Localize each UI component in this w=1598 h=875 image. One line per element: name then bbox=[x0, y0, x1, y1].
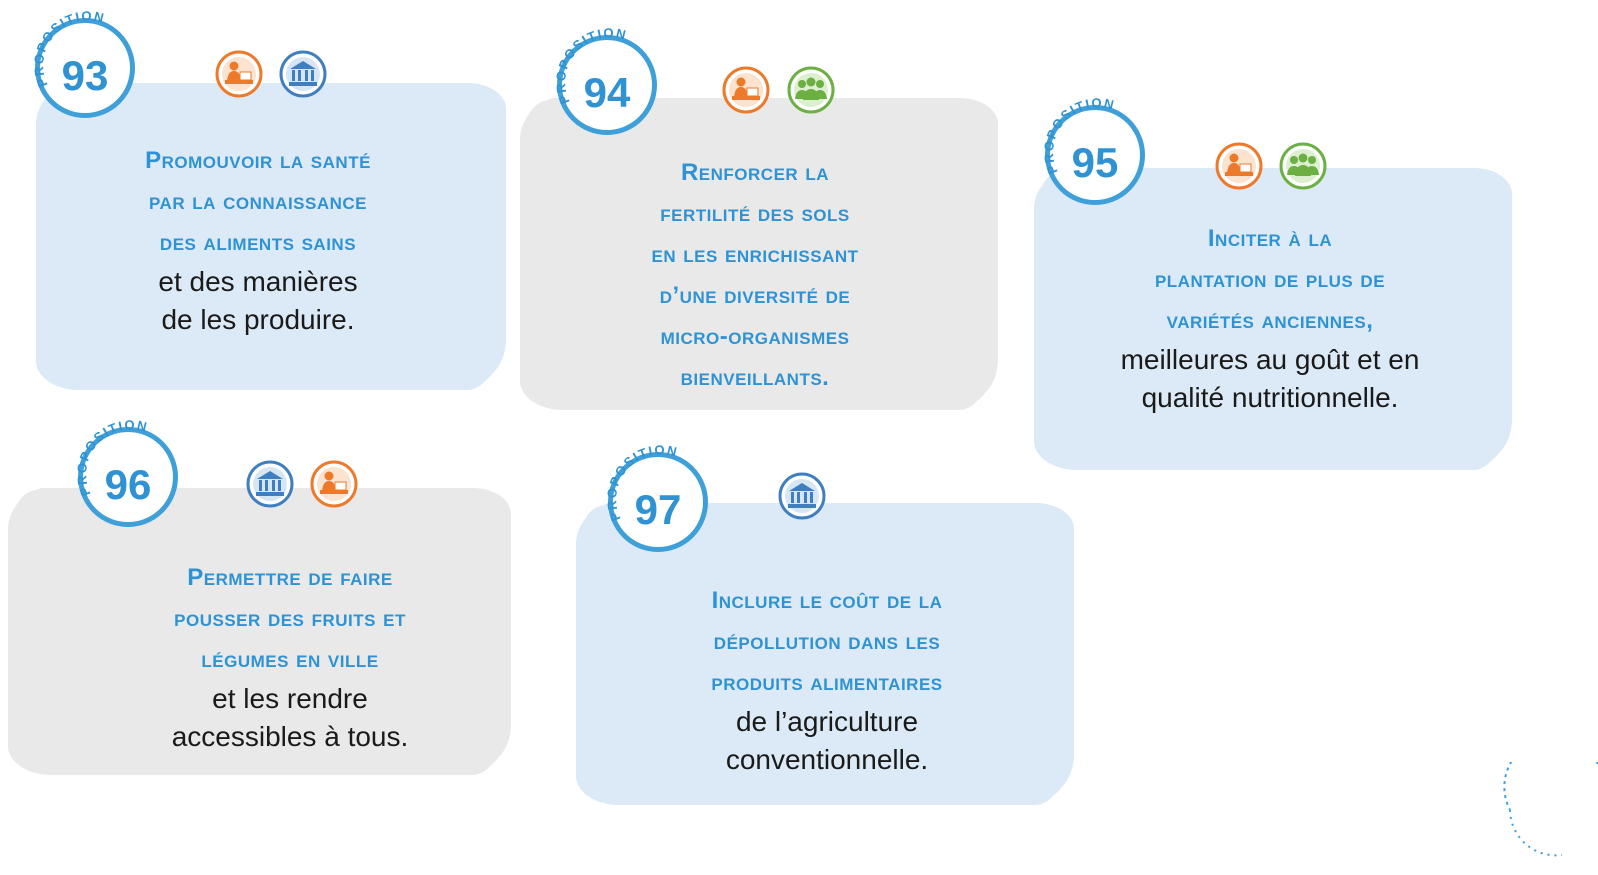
headline-line: fertilité des sols bbox=[660, 200, 850, 227]
proposition-number: 95 bbox=[1071, 139, 1119, 186]
proposition-text-93 bbox=[60, 140, 456, 339]
body-line: meilleures au goût et en bbox=[1120, 344, 1420, 375]
proposition-badge-94 bbox=[553, 25, 657, 135]
body-line: et les rendre bbox=[212, 683, 368, 714]
headline-line: Inciter à la bbox=[1207, 225, 1333, 252]
proposition-badge-95 bbox=[1041, 95, 1145, 205]
headline-line: Renforcer la bbox=[680, 159, 830, 186]
headline-line: produits alimentaires bbox=[711, 669, 943, 696]
person-at-desk-icon bbox=[215, 50, 263, 98]
headline-line: micro-organismes bbox=[660, 323, 850, 350]
proposition-badge-96 bbox=[74, 417, 178, 527]
body-line: et des manières bbox=[158, 266, 358, 297]
institution-building-icon bbox=[279, 50, 327, 98]
decorative-dotted-circle bbox=[1502, 762, 1598, 858]
proposition-text-96 bbox=[90, 557, 490, 756]
proposition-badge-97 bbox=[604, 442, 708, 552]
proposition-number: 93 bbox=[61, 52, 109, 99]
body-line: conventionnelle. bbox=[725, 744, 929, 775]
badge-label: PROPOSITION bbox=[604, 442, 680, 524]
headline-line: des aliments sains bbox=[159, 229, 357, 256]
proposition-number: 96 bbox=[104, 461, 152, 508]
headline-line: en les enrichissant bbox=[651, 241, 859, 268]
badge-label: PROPOSITION bbox=[1041, 95, 1117, 177]
group-of-people-icon bbox=[787, 66, 835, 114]
badge-label: PROPOSITION bbox=[74, 417, 150, 499]
headline-line: variétés anciennes, bbox=[1166, 307, 1374, 334]
headline-line: par la connaissance bbox=[148, 188, 368, 215]
body-line: qualité nutritionnelle. bbox=[1141, 382, 1399, 413]
proposition-badge-93 bbox=[31, 8, 135, 118]
proposition-text-94 bbox=[560, 152, 950, 398]
proposition-text-95 bbox=[1070, 218, 1470, 417]
body-line: de les produire. bbox=[161, 304, 355, 335]
body-line: de l’agriculture bbox=[735, 706, 919, 737]
headline-line: plantation de plus de bbox=[1154, 266, 1386, 293]
headline-line: d’une diversité de bbox=[659, 282, 851, 309]
badge-label: PROPOSITION bbox=[31, 8, 107, 90]
headline-line: dépollution dans les bbox=[713, 628, 941, 655]
person-at-desk-icon bbox=[722, 66, 770, 114]
headline-line: pousser des fruits et bbox=[174, 605, 406, 632]
badge-label: PROPOSITION bbox=[553, 25, 629, 107]
proposition-text-97 bbox=[627, 580, 1027, 779]
headline-line: Permettre de faire bbox=[187, 564, 393, 591]
body-line: accessibles à tous. bbox=[171, 721, 409, 752]
institution-building-icon bbox=[246, 460, 294, 508]
proposition-number: 94 bbox=[583, 69, 631, 116]
headline-line: Promouvoir la santé bbox=[145, 147, 371, 174]
headline-line: bienveillants. bbox=[680, 364, 830, 391]
headline-line: Inclure le coût de la bbox=[711, 587, 943, 614]
person-at-desk-icon bbox=[310, 460, 358, 508]
proposition-number: 97 bbox=[634, 486, 682, 533]
headline-line: légumes en ville bbox=[201, 646, 379, 673]
institution-building-icon bbox=[778, 472, 826, 520]
person-at-desk-icon bbox=[1215, 142, 1263, 190]
group-of-people-icon bbox=[1279, 142, 1327, 190]
